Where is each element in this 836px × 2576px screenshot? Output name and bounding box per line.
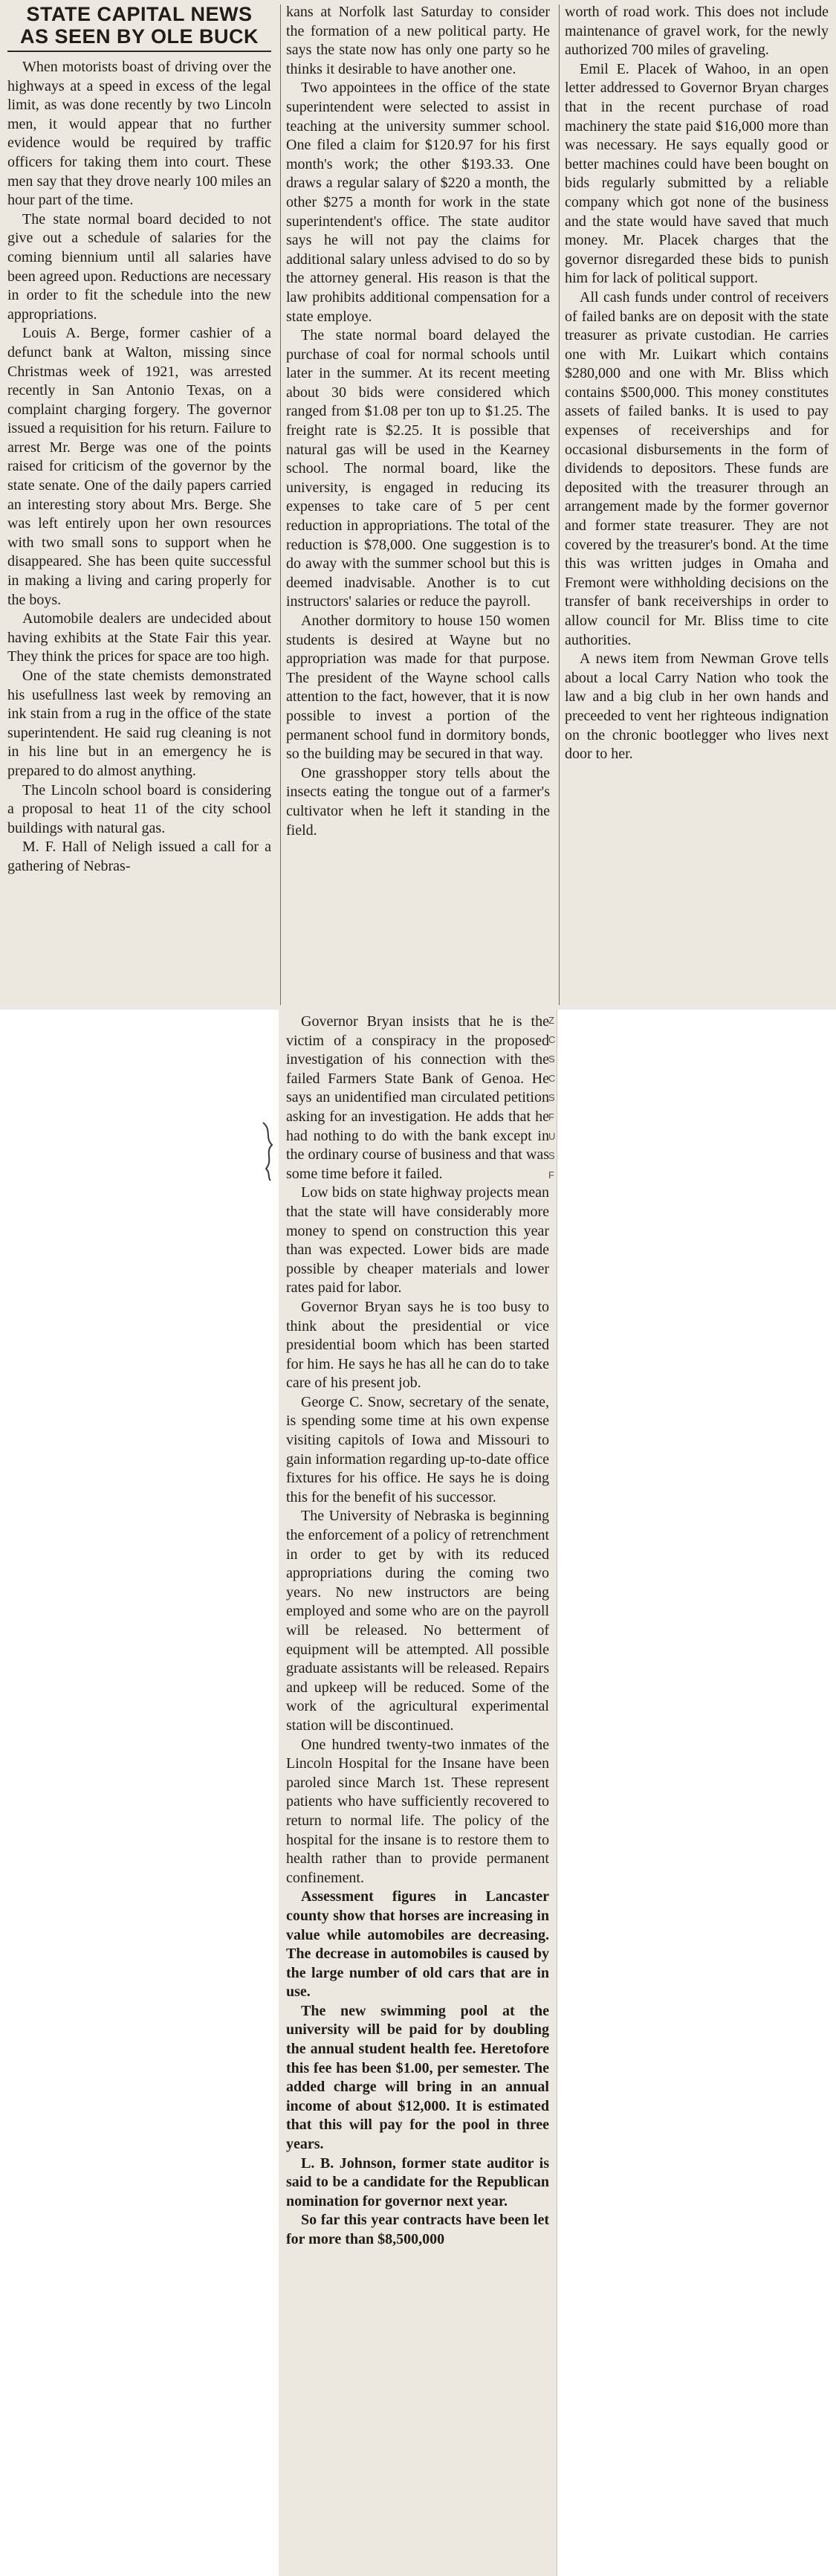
paragraph: All cash funds under control of receivers of failed banks are on deposit with the state treasurer as private custodian. He carries one with Mr. Luikart which contains $280,000 and one with Mr. Bliss which contains $500,000. This money constitutes assets of failed banks. It is used to pay expenses of receiverships and for occasional disbursements in the form of dividends to depositors. These funds are deposited with the treasurer through an arrangement made by the former governor and former state treasurer. They are not covered by the treasurer's bond. At the time this was written judges in Omaha and Fremont were withholding decisions on the transfer of bank receiverships in order to allow council for Mr. Bliss time to cite authorities. [565, 288, 829, 648]
paragraph: So far this year contracts have been let for more than $8,500,000 [286, 2212, 549, 2247]
newspaper-clipping-bottom [279, 1010, 557, 2576]
edge-letter: S [548, 1053, 555, 1065]
paragraph: Louis A. Berge, former cashier of a defunct bank at Walton, missing since Christmas week of 1921, was arrested recently in San Antonio Texas, on a complaint charging forgery. The governor issued a requisition for his return. Failure to arrest Mr. Berge was one of the points raised for criticism of the governor by the state senate. One of the daily papers carried an interesting story about Mrs. Berge. She was left entirely upon her own resources with two small sons to support when he disappeared. She has been quite successful in making a living and caring properly for the boys. [7, 325, 271, 608]
paragraph: One hundred twenty-two inmates of the Lincoln Hospital for the Insane have been paroled since March 1st. These represent patients who have sufficiently recovered to return to normal life. The policy of the hospital for the insane is to restore them to health rather than to provide permanent confinement. [286, 1736, 549, 1886]
paragraph: Another dormitory to house 150 women students is desired at Wayne but no appropriation was made for that purpose. The president of the Wayne school calls attention to the fact, however, that it is now possible to invest a portion of the permanent school fund in dormitory bonds, so the building may be secured in that way. [286, 613, 550, 763]
paragraph: Two appointees in the office of the state superintendent were selected to assist in teaching at the university summer school. One filed a claim for $120.97 for his first month's work; the other $193.33. One draws a regular salary of $220 a month, the other $275 a month for work in the state superintendent's office. The state auditor says he will not pay the claims for additional salary unless advised to do so by the attorney general. His reason is that the law prohibits additional compensation for a state employe. [286, 80, 550, 325]
paragraph: The new swimming pool at the university will be paid for by doubling the annual student health fee. Heretofore this fee has been $1.00, per semester. The added charge will bring in an annual income of about $12,000. It is estimated that this will pay for the pool in three years. [286, 2002, 549, 2153]
edge-letter: S [548, 1150, 555, 1161]
column-3 [565, 3, 829, 1007]
headline [7, 3, 271, 48]
paragraph: Assessment figures in Lancaster county show that horses are increasing in value while automobiles are decreasing. The decrease in automobiles is caused by the large number of old cars that are in use. [286, 1888, 549, 2001]
paragraph: kans at Norfolk last Saturday to consider the formation of a new political party. He says the state now has only one party so he thinks it desirable to have another one. [286, 4, 550, 77]
headline-rule [7, 51, 271, 52]
paragraph: One grasshopper story tells about the insects eating the tongue out of a farmer's cultivator when he left it standing in the field. [286, 764, 550, 839]
column-rule [280, 4, 281, 1005]
paragraph: One of the state chemists demonstrated his usefullness last week by removing an ink stain from a rug in the office of the state superintendent. He said rug cleaning is not in his line but in an emergency he is prepared to do almost anything. [7, 668, 271, 779]
scribble-mark [260, 1115, 276, 1182]
headline-line-1: STATE CAPITAL NEWS [26, 3, 253, 25]
edge-letter: F [548, 1111, 554, 1123]
paragraph: A news item from Newman Grove tells about a local Carry Nation who took the law and a big club in her own hands and preceeded to vent her righteous indignation on the chronic bootlegger who lives next door to her. [565, 651, 829, 763]
edge-letter: C [548, 1034, 556, 1045]
paragraph: Governor Bryan insists that he is the victim of a conspiracy in the proposed investigation of his connection with the failed Farmers State Bank of Genoa. He says an unidentified man circulated petition asking for an investigation. He adds that he had nothing to do with the bank except in the ordinary course of business and that was some time before it failed. [286, 1013, 549, 1182]
paragraph: Automobile dealers are undecided about having exhibits at the State Fair this year. They think the prices for space are too high. [7, 610, 271, 665]
paragraph: Emil E. Placek of Wahoo, in an open letter addressed to Governor Bryan charges that in the recent purchase of road machinery the state paid $16,000 more than was necessary. He says equally good or better machines could have been bought on bids regularly submitted by a reliable company which got none of the business and the state would have saved that much money. Mr. Placek charges that the governor disregarded these bids to punish him for lack of political support. [565, 60, 829, 287]
paragraph: George C. Snow, secretary of the senate, is spending some time at his own expense visiting capitols of Iowa and Missouri to gain information regarding up-to-date office fixtures for his office. He says he is doing this for the benefit of his successor. [286, 1393, 549, 1505]
headline-line-2: AS SEEN BY OLE BUCK [19, 25, 259, 48]
paragraph: The Lincoln school board is considering a proposal to heat 11 of the city school buildings with natural gas. [7, 781, 271, 836]
paragraph: M. F. Hall of Neligh issued a call for a gathering of Nebras- [7, 839, 271, 874]
edge-letter: S [548, 1092, 555, 1103]
edge-letter: C [548, 1073, 556, 1084]
paragraph: The University of Nebraska is beginning the enforcement of a policy of retrenchment in order to get by with its reduced appropriations during the coming two years. No new instructors are being employed and some who are on the payroll will be released. No betterment of equipment will be attempted. All possible graduate assistants will be released. Repairs and upkeep will be reduced. Some of the work of the agricultural experimental station will be discontinued. [286, 1508, 549, 1734]
column-1 [7, 3, 271, 1007]
column-rule [559, 4, 560, 1005]
newspaper-clipping-top [0, 0, 836, 1010]
paragraph: The state normal board delayed the purchase of coal for normal schools until later in the summer. At its recent meeting about 30 bids were considered which ranged from $1.08 per ton up to $1.25. The freight rate is $2.25. It is possible that natural gas will be used in the Kearney school. The normal board, like the university, is engaged in reducing its expenses to take care of 5 per cent reduction in appropriations. The total of the reduction is $78,000. One suggestion is to do away with the summer school but this is deemed inadvisable. Another is to cut instructors' salaries or reduce the payroll. [286, 327, 550, 610]
edge-letter: F [548, 1169, 554, 1181]
edge-fragment [548, 1011, 557, 1185]
edge-letter: U [548, 1131, 556, 1142]
paragraph: L. B. Johnson, former state auditor is said to be a candidate for the Republican nomination for governor next year. [286, 2154, 549, 2209]
paragraph: worth of road work. This does not include maintenance of gravel work, for the newly authorized 700 miles of graveling. [565, 4, 829, 59]
paragraph: Governor Bryan says he is too busy to think about the presidential or vice presidential boom which has been started for him. He says he has all he can do to take care of his present job. [286, 1298, 549, 1392]
paragraph: Low bids on state highway projects mean that the state will have considerably more money to spend on construction this year than was expected. Lower bids are made possible by cheaper materials and lower rates paid for labor. [286, 1184, 549, 1297]
edge-letter: Z [548, 1015, 554, 1026]
paragraph: When motorists boast of driving over the highways at a speed in excess of the legal limit, as was done recently by two Lincoln men, it would appear that no further evidence would be required by traffic officers for taking them into court. These men say that they drove nearly 100 miles an hour part of the time. [7, 59, 271, 209]
paragraph: The state normal board decided to not give out a schedule of salaries for the coming biennium until all salaries have been agreed upon. Reductions are necessary in order to fit the schedule into the new appropriations. [7, 210, 271, 323]
column-2 [286, 3, 550, 1007]
